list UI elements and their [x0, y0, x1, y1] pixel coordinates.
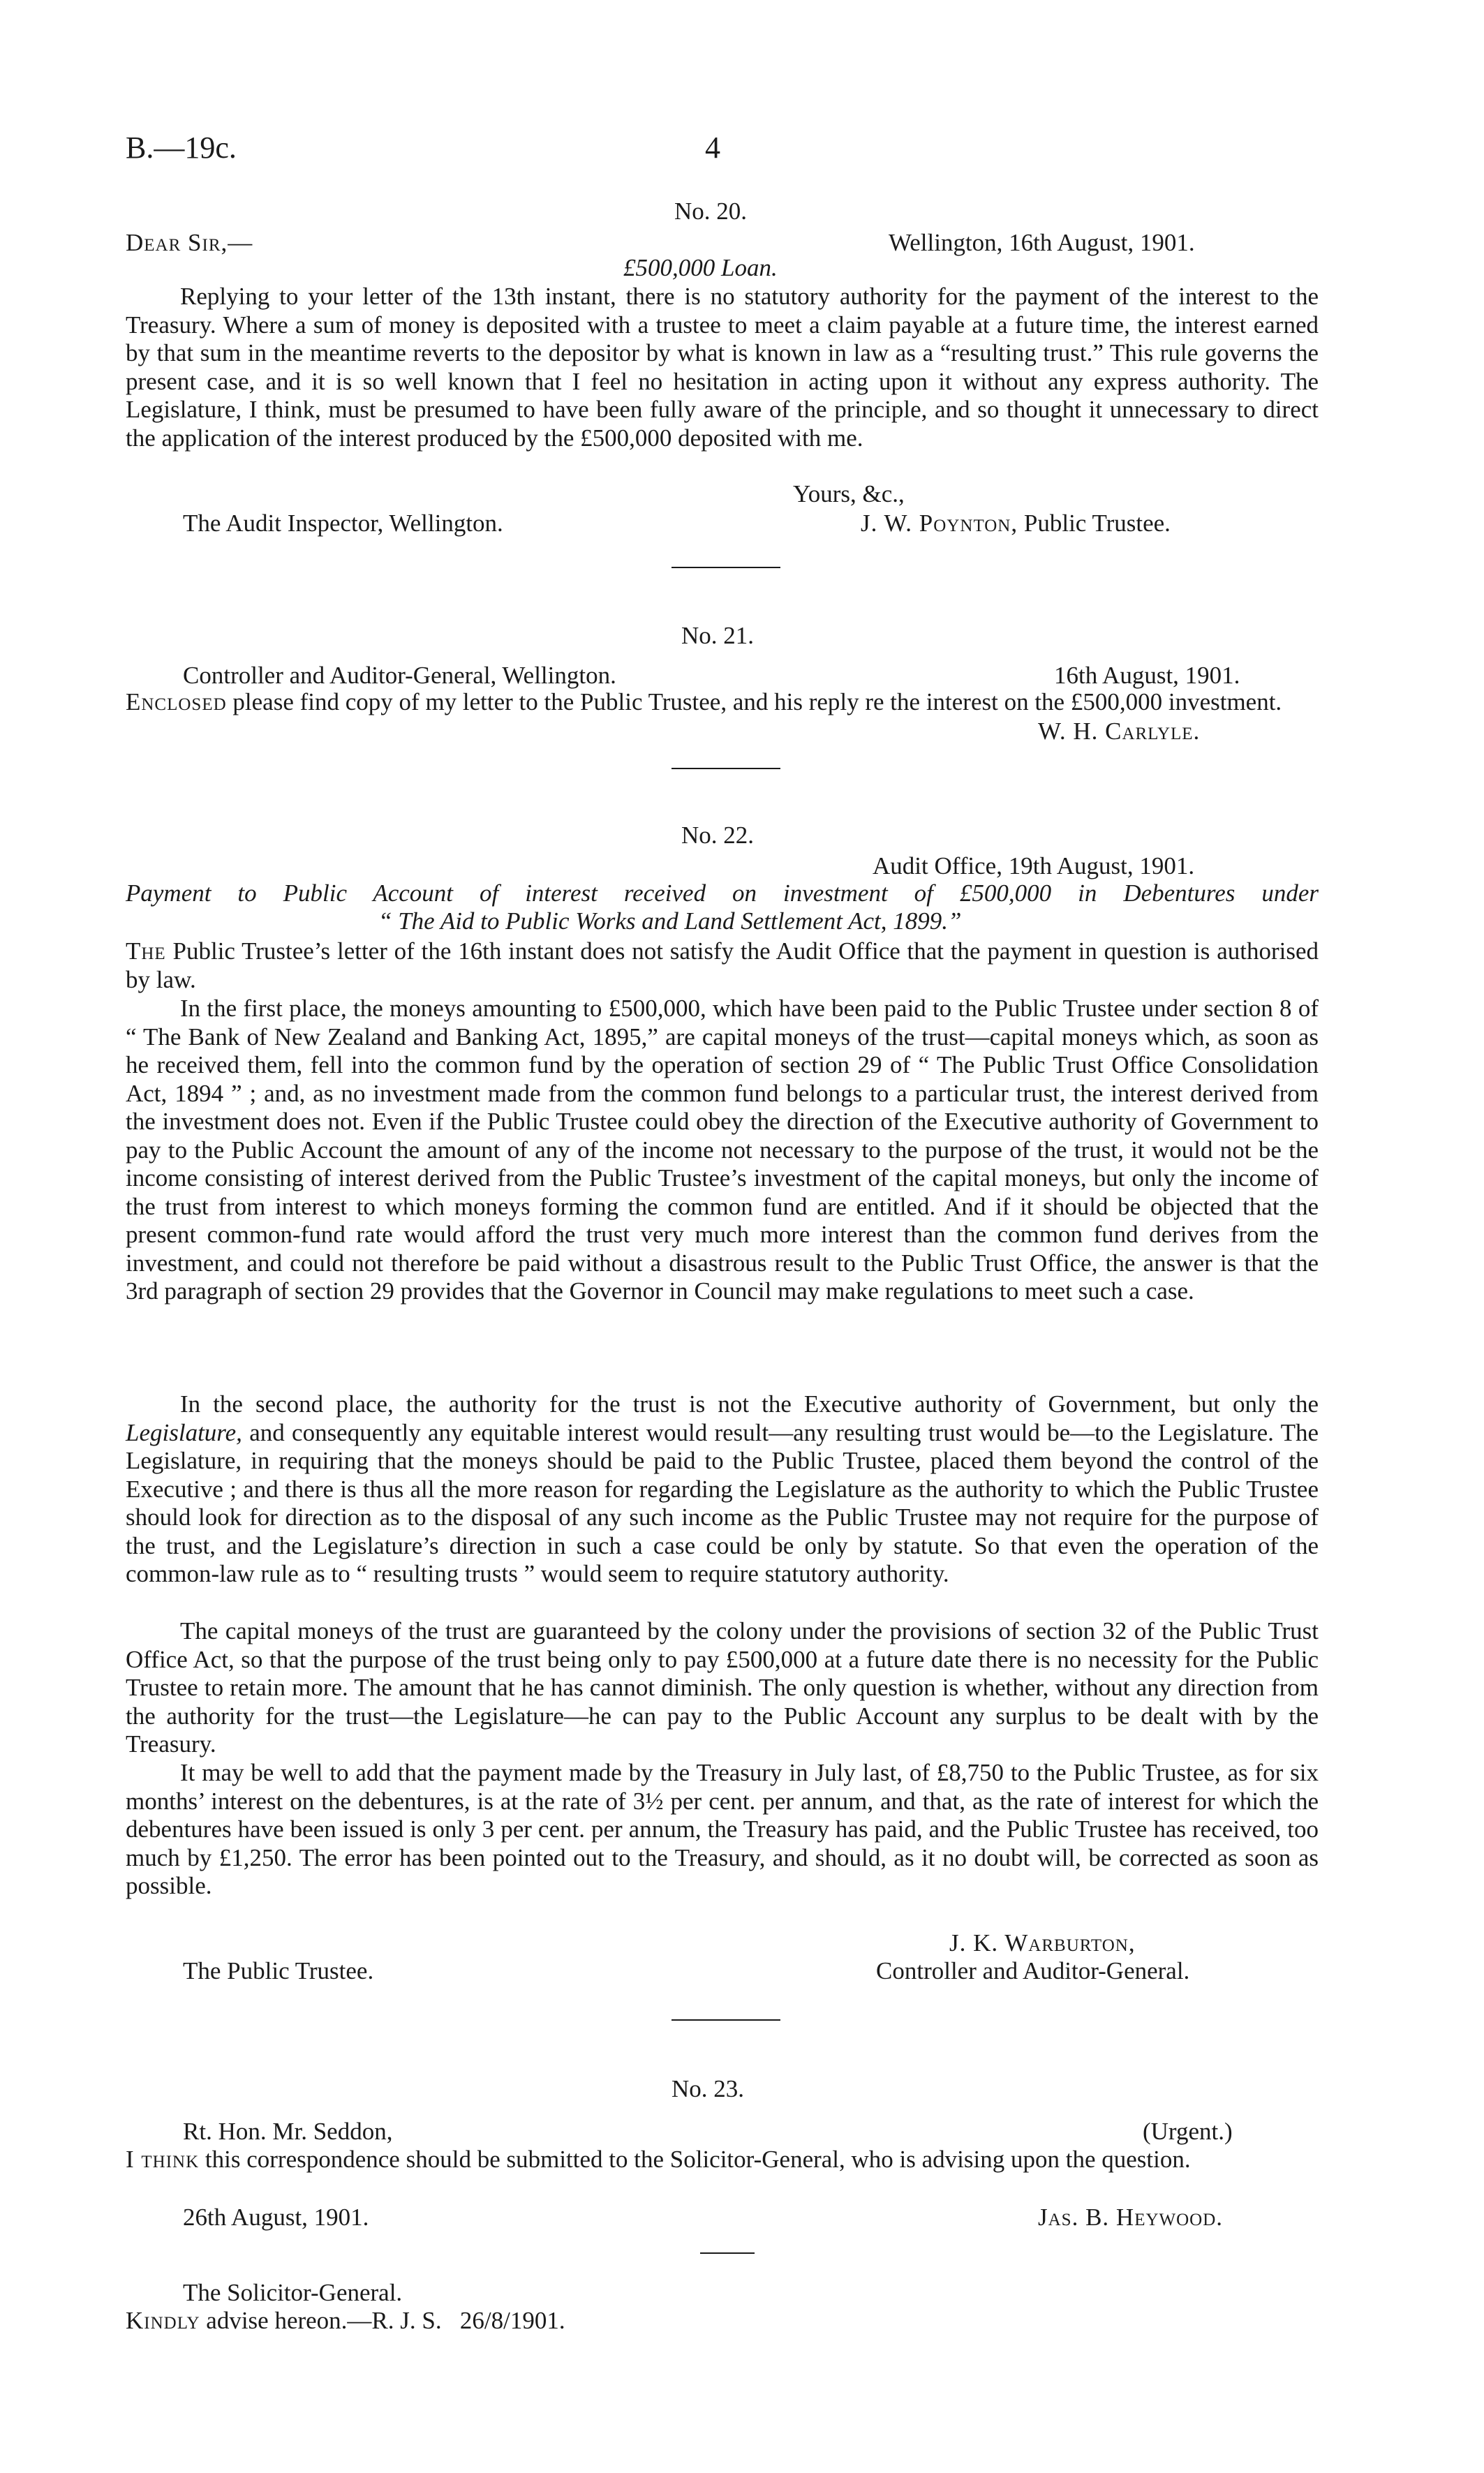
letter-20-place-date: Wellington, 16th August, 1901.	[889, 229, 1195, 256]
paragraph-text-a: In the second place, the authority for the trust is not the Executive authority of Government, but only the	[180, 1390, 1319, 1418]
document-reference: B.—19c.	[126, 131, 237, 165]
letter-22-signature-name: J. K. Warburton,	[949, 1929, 1136, 1956]
minute-divider	[700, 2252, 755, 2254]
paragraph-text: Public Trustee’s letter of the 16th instant does not satisfy the Audit Office that the payment in question is authorised by law.	[126, 937, 1319, 993]
minute-addressee: The Solicitor-General.	[183, 2279, 403, 2306]
letter-21-addressee: Controller and Auditor-General, Wellington.	[183, 662, 616, 689]
salutation: Dear Sir,—	[126, 229, 253, 256]
body-text: please find copy of my letter to the Public Trustee, and his reply re the interest on the £500,000 investment.	[232, 688, 1282, 715]
letter-22-place-date: Audit Office, 19th August, 1901.	[873, 852, 1195, 879]
page-number: 4	[705, 131, 720, 165]
letter-number-22: No. 22.	[681, 822, 755, 849]
section-divider	[671, 768, 780, 769]
minute-lead: Kindly	[126, 2307, 200, 2334]
letter-20-signature	[861, 510, 1171, 537]
minute-body: advise hereon.—R. J. S.	[206, 2307, 442, 2334]
letter-22-addressee: The Public Trustee.	[183, 1957, 374, 1984]
letter-23-signature: Jas. B. Heywood.	[1038, 2204, 1224, 2231]
letter-22-signature-title: Controller and Auditor-General.	[876, 1957, 1190, 1984]
letter-21-body	[126, 688, 1319, 717]
body-lead: Enclosed	[126, 688, 227, 715]
letter-22-paragraph-2: In the first place, the moneys amounting to £500,000, which have been paid to the Public Trustee under section 8 of “ The Bank of New Zealand and Banking Act, 1895,” are capital moneys of the trust—capital moneys which, as soon as he received them, fell into the common fund by the operation of section 29 of “ The Public Trust Office Consolidation Act, 1894 ” ; and, as no investment made from the common fund belongs to a particular trust, the interest derived from the investment does not. Even if the Public Trustee could obey the direction of the Executive authority of Government to pay to the Public Account the amount of any of the income not necessary to the purpose of the trust, it would not be the income consisting of interest derived from the Public Trustee’s investment of the capital moneys, but only the income of the trust from interest to which moneys forming the common fund are entitled. And if it should be objected that the present common-fund rate would afford the trust very much more interest than the common fund derives from the investment, and could not therefore be paid without a disastrous result to the Public Trust Office, the answer is that the 3rd paragraph of section 29 provides that the Governor in Council may make regulations to meet such a case.	[126, 995, 1319, 1305]
section-divider	[671, 2019, 780, 2021]
letter-20-addressee: The Audit Inspector, Wellington.	[183, 510, 503, 537]
letter-20-closing: Yours, &c.,	[793, 480, 905, 507]
letter-20-body: Replying to your letter of the 13th instant, there is no statutory authority for the payment of the interest to the Treasury. Where a sum of money is deposited with a trustee to meet a claim payable at a future time, the interest earned by that sum in the meantime reverts to the depositor by what is known in law as a “resulting trust.” This rule governs the present case, and it is so well known that I feel no hesitation in acting upon it without any express authority. The Legislature, I think, must be presumed to have been fully aware of the principle, and so thought it unnecessary to direct the application of the interest produced by the £500,000 deposited with me.	[126, 283, 1319, 452]
letter-22-paragraph-5: It may be well to add that the payment made by the Treasury in July last, of £8,750 to the Public Trustee, as for six months’ interest on the debentures, is at the rate of 3½ per cent. per annum, and that, as the rate of interest for which the debentures have been issued is only 3 per cent. per annum, the Treasury has paid, and the Public Trustee has received, too much by £1,250. The error has been pointed out to the Treasury, and should, as it no doubt will, be corrected as soon as possible.	[126, 1759, 1319, 1899]
letter-22-paragraph-1	[126, 937, 1319, 994]
letter-22-subject-line-2: “ The Aid to Public Works and Land Settlement Act, 1899.”	[378, 907, 962, 935]
paragraph-emphasis: Legislature,	[126, 1418, 242, 1446]
letter-22-paragraph-3	[126, 1390, 1319, 1589]
letter-number-21: No. 21.	[681, 622, 755, 649]
letter-22-subject-line-1: Payment to Public Account of interest received on investment of £500,000 in Debentures under	[126, 879, 1319, 907]
letter-23-date: 26th August, 1901.	[183, 2204, 369, 2231]
body-lead: I think	[126, 2146, 200, 2173]
letter-number-23: No. 23.	[671, 2075, 745, 2102]
body-text: this correspondence should be submitted to the Solicitor-General, who is advising upon the question.	[205, 2146, 1191, 2173]
letter-23-body	[126, 2146, 1319, 2174]
signature-name: J. W. Poynton,	[861, 510, 1018, 537]
letter-21-date: 16th August, 1901.	[1054, 662, 1240, 689]
letter-22-paragraph-4: The capital moneys of the trust are guaranteed by the colony under the provisions of section 32 of the Public Trust Office Act, so that the purpose of the trust being only to pay £500,000 at a future date there is no necessity for the Public Trustee to retain more. The amount that he has cannot diminish. The only question is whether, without any direction from the authority for the trust—the Legislature—he can pay to the Public Account any surplus to be dealt with by the Treasury.	[126, 1617, 1319, 1758]
letter-23-urgency: (Urgent.)	[1143, 2118, 1233, 2145]
letter-23-addressee: Rt. Hon. Mr. Seddon,	[183, 2118, 393, 2145]
minute-text	[126, 2307, 565, 2335]
letter-number-20: No. 20.	[674, 198, 748, 225]
section-divider	[671, 567, 780, 568]
minute-date: 26/8/1901.	[459, 2307, 565, 2334]
letter-21-signature: W. H. Carlyle.	[1038, 718, 1201, 745]
signature-title: Public Trustee.	[1023, 510, 1171, 537]
letter-20-subject: £500,000 Loan.	[623, 254, 778, 281]
paragraph-text-b: and consequently any equitable interest would result—any resulting trust would be—to the Legislature. The Legislature, in requiring that the moneys should be paid to the Public Trustee, placed them beyond the control of the Executive ; and there is thus all the more reason for regarding the Legislature as the authority to which the Public Trustee should look for direction as to the disposal of any such income as the Public Trustee may not require for the purpose of the trust, and the Legislature’s direction in such a case could be only by statute. So that even the operation of the common-law rule as to “ resulting trusts ” would seem to require statutory authority.	[126, 1418, 1319, 1587]
paragraph-lead: The	[126, 937, 166, 965]
